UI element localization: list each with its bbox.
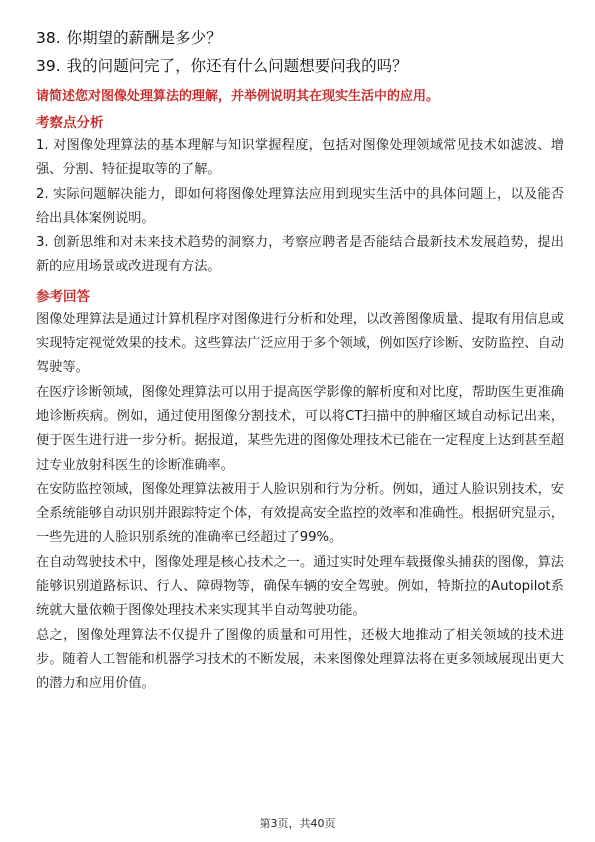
answer-paragraph-autonomous: 在自动驾驶技术中，图像处理是核心技术之一。通过实时处理车载摄像头捕获的图像，算法能够识别道路标识、行人、障碍物等，确保车辆的安全驾驶。例如，特斯拉的Autopilot系统就大量依赖于图像处理技术来实现其半自动驾驶功能。 bbox=[36, 554, 564, 619]
analysis-point-1: 1. 对图像处理算法的基本理解与知识掌握程度，包括对图像处理领域常见技术如滤波、增强、分割、特征提取等的了解。 bbox=[36, 138, 564, 178]
question-item-39 bbox=[36, 52, 564, 80]
page-content bbox=[36, 24, 564, 697]
answer-heading: 参考回答 bbox=[36, 288, 90, 305]
question-number: 38. bbox=[36, 29, 61, 47]
analysis-point-2: 2. 实际问题解决能力，即如何将图像处理算法应用到现实生活中的具体问题上，以及能否给出具体案例说明。 bbox=[36, 186, 564, 226]
analysis-point-3: 3. 创新思维和对未来技术趋势的洞察力，考察应聘者是否能结合最新技术发展趋势，提出新的应用场景或改进现有方法。 bbox=[36, 235, 564, 275]
page-number-footer: 第3页，共40页 bbox=[259, 817, 336, 830]
answer-paragraph-intro: 图像处理算法是通过计算机程序对图像进行分析和处理，以改善图像质量、提取有用信息或实现特定视觉效果的技术。这些算法广泛应用于多个领域，例如医疗诊断、安防监控、自动驾驶等。 bbox=[36, 311, 564, 376]
answer-paragraph-summary: 总之，图像处理算法不仅提升了图像的质量和可用性，还极大地推动了相关领域的技术进步。随着人工智能和机器学习技术的不断发展，未来图像处理算法将在更多领域展现出更大的潜力和应用价值。 bbox=[36, 627, 564, 692]
analysis-heading: 考察点分析 bbox=[36, 115, 104, 131]
question-title: 请简述您对图像处理算法的理解，并举例说明其在现实生活中的应用。 bbox=[36, 89, 440, 104]
question-text: 我的问题问完了，你还有什么问题想要问我的吗？ bbox=[66, 57, 408, 75]
question-text: 你期望的薪酬是多少？ bbox=[66, 29, 222, 47]
question-number: 39. bbox=[36, 57, 61, 75]
answer-paragraph-security: 在安防监控领域，图像处理算法被用于人脸识别和行为分析。例如，通过人脸识别技术，安全系统能够自动识别并跟踪特定个体，有效提高安全监控的效率和准确性。根据研究显示，一些先进的人脸识别系统的准确率已经超过了99%。 bbox=[36, 481, 564, 546]
answer-paragraph-medical: 在医疗诊断领域，图像处理算法可以用于提高医学影像的解析度和对比度，帮助医生更准确地诊断疾病。例如，通过使用图像分割技术，可以将CT扫描中的肿瘤区域自动标记出来，便于医生进行进一步分析。据报道，某些先进的图像处理技术已能在一定程度上达到甚至超过专业放射科医生的诊断准确率。 bbox=[36, 384, 564, 473]
question-item-38 bbox=[36, 24, 564, 52]
